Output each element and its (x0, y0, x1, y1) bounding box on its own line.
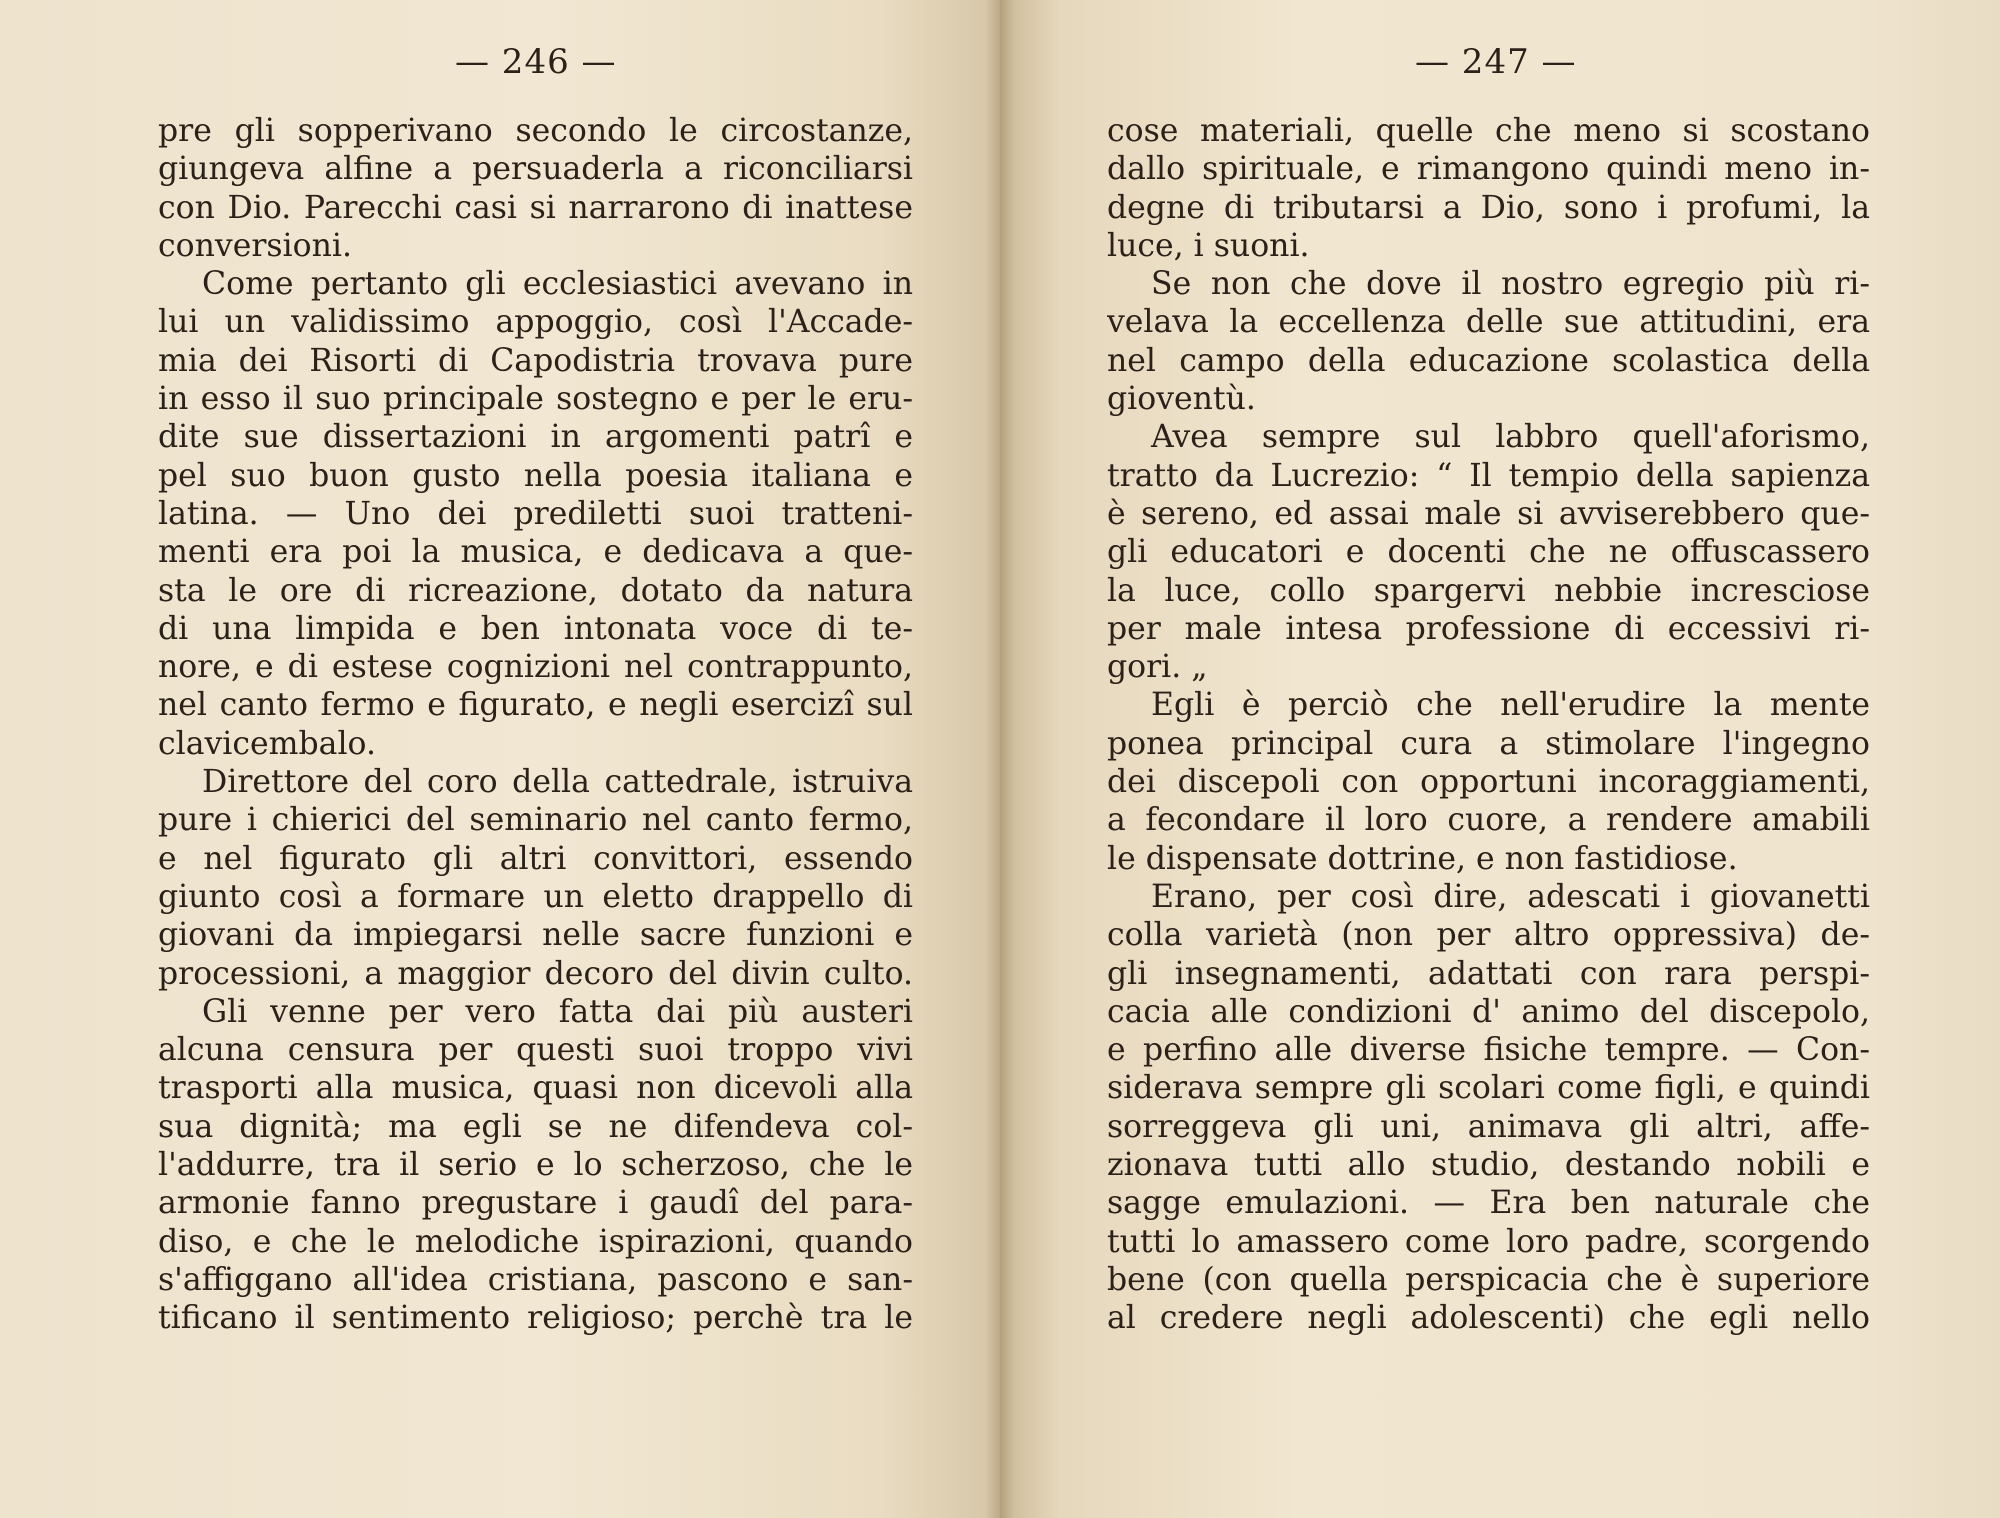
text-line: gioventù. (1107, 381, 1256, 418)
text-line: a fecondare il loro cuore, a rendere amabili (1107, 802, 1870, 839)
text-line: clavicembalo. (158, 725, 376, 762)
text-line: al credere negli adolescenti) che egli nello (1107, 1300, 1870, 1337)
text-line: l'addurre, tra il serio e lo scherzoso, che le (158, 1147, 913, 1184)
text-line: e perfino alle diverse fisiche tempre. — Con- (1107, 1032, 1870, 1069)
text-line: con Dio. Parecchi casi si narrarono di inattese (158, 189, 913, 226)
text-line: pel suo buon gusto nella poesia italiana e (158, 457, 913, 494)
text-line: nore, e di estese cognizioni nel contrappunto, (158, 649, 913, 686)
text-line: degne di tributarsi a Dio, sono i profumi, la (1107, 189, 1870, 226)
text-line: Egli è perciò che nell'erudire la mente (1151, 687, 1870, 724)
text-line: diso, e che le melodiche ispirazioni, quando (158, 1223, 913, 1260)
text-line: colla varietà (non per altro oppressiva) de- (1107, 917, 1870, 954)
text-line: ponea principal cura a stimolare l'ingegno (1107, 725, 1870, 762)
text-line: mia dei Risorti di Capodistria trovava pure (158, 342, 913, 379)
text-line: tutti lo amassero come loro padre, scorgendo (1107, 1223, 1870, 1260)
text-line: armonie fanno pregustare i gaudî del para- (158, 1185, 913, 1222)
text-line: sta le ore di ricreazione, dotato da natura (158, 572, 913, 609)
text-line: sorreggeva gli uni, animava gli altri, affe- (1107, 1108, 1870, 1145)
text-line: alcuna censura per questi suoi troppo vivi (158, 1032, 913, 1069)
text-line: gli educatori e docenti che ne offuscassero (1107, 534, 1870, 571)
text-line: gori. „ (1107, 649, 1208, 686)
right-page-text (1107, 112, 1870, 1338)
text-line: Avea sempre sul labbro quell'aforismo, (1151, 419, 1870, 456)
text-line: latina. — Uno dei prediletti suoi tratteni- (158, 495, 913, 532)
text-line: tificano il sentimento religioso; perchè tra le (158, 1300, 913, 1337)
text-line: pure i chierici del seminario nel canto fermo, (158, 802, 913, 839)
text-line: dallo spirituale, e rimangono quindi meno in- (1107, 151, 1870, 188)
text-line: gli insegnamenti, adattati con rara perspi- (1107, 955, 1870, 992)
text-line: siderava sempre gli scolari come figli, e quindi (1107, 1070, 1870, 1107)
text-line: in esso il suo principale sostegno e per le eru- (158, 381, 913, 418)
text-line: giunto così a formare un eletto drappello di (158, 878, 913, 915)
text-line: cacia alle condizioni d' animo del discepolo, (1107, 993, 1870, 1030)
text-line: zionava tutti allo studio, destando nobili e (1107, 1147, 1870, 1184)
text-line: di una limpida e ben intonata voce di te- (158, 610, 913, 647)
right-page (1000, 0, 2000, 1518)
text-line: processioni, a maggior decoro del divin culto. (158, 955, 913, 992)
text-line: nel campo della educazione scolastica della (1107, 342, 1870, 379)
text-line: Gli venne per vero fatta dai più austeri (202, 993, 913, 1030)
text-line: nel canto fermo e figurato, e negli esercizî sul (158, 687, 913, 724)
text-line: Direttore del coro della cattedrale, istruiva (202, 764, 913, 801)
text-line: conversioni. (158, 227, 352, 264)
text-line: è sereno, ed assai male si avviserebbero que- (1107, 495, 1870, 532)
text-line: velava la eccellenza delle sue attitudini, era (1107, 304, 1870, 341)
text-line: giungeva alfine a persuaderla a riconciliarsi (158, 151, 913, 188)
text-line: sagge emulazioni. — Era ben naturale che (1107, 1185, 1870, 1222)
text-line: dei discepoli con opportuni incoraggiamenti, (1107, 764, 1870, 801)
left-page-text (158, 112, 913, 1338)
text-line: sua dignità; ma egli se ne difendeva col- (158, 1108, 913, 1145)
text-line: luce, i suoni. (1107, 227, 1310, 264)
text-line: giovani da impiegarsi nelle sacre funzioni e (158, 917, 913, 954)
text-line: pre gli sopperivano secondo le circostanze, (158, 113, 913, 149)
text-line: tratto da Lucrezio: “ Il tempio della sapienza (1107, 457, 1870, 494)
right-page-number: — 247 — (1415, 42, 1577, 82)
text-line: e nel figurato gli altri convittori, essendo (158, 840, 913, 877)
text-line: trasporti alla musica, quasi non dicevoli alla (158, 1070, 913, 1107)
text-line: cose materiali, quelle che meno si scostano (1107, 113, 1870, 149)
text-line: le dispensate dottrine, e non fastidiose. (1107, 840, 1738, 877)
text-line: Come pertanto gli ecclesiastici avevano in (202, 266, 913, 303)
text-line: per male intesa professione di eccessivi ri- (1107, 610, 1870, 647)
text-line: menti era poi la musica, e dedicava a que- (158, 534, 913, 571)
left-page-number: — 246 — (455, 42, 617, 82)
text-line: Erano, per così dire, adescati i giovanetti (1151, 878, 1870, 915)
text-line: s'affiggano all'idea cristiana, pascono e san- (158, 1261, 913, 1298)
text-line: la luce, collo spargervi nebbie incresciose (1107, 572, 1870, 609)
text-line: bene (con quella perspicacia che è superiore (1107, 1261, 1870, 1298)
text-line: dite sue dissertazioni in argomenti patrî e (158, 419, 913, 456)
text-line: Se non che dove il nostro egregio più ri- (1151, 266, 1870, 303)
text-line: lui un validissimo appoggio, così l'Accade- (158, 304, 913, 341)
